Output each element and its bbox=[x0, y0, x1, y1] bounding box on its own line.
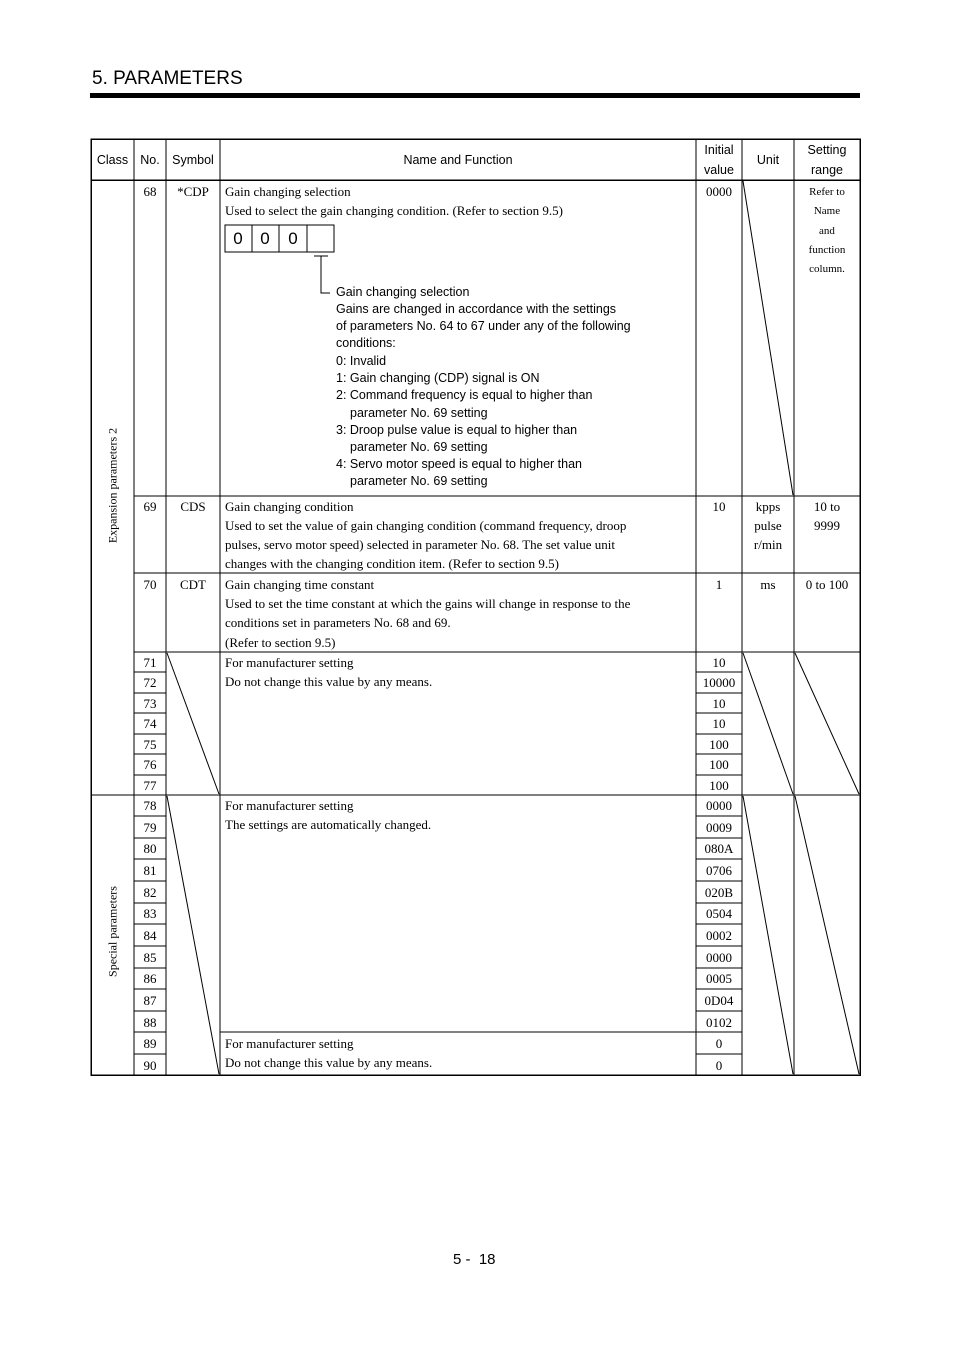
param-68-range: function bbox=[808, 244, 846, 256]
diagram-line: 1: Gain changing (CDP) signal is ON bbox=[336, 371, 540, 385]
param-initial: 10 bbox=[712, 696, 726, 711]
param-no: 78 bbox=[143, 798, 157, 813]
group71-line: For manufacturer setting bbox=[225, 655, 354, 670]
param-initial: 100 bbox=[709, 778, 729, 793]
header-no: No. bbox=[140, 153, 160, 167]
param-no: 79 bbox=[143, 820, 157, 835]
param-initial: 10000 bbox=[702, 675, 736, 690]
diagram-line: parameter No. 69 setting bbox=[350, 474, 488, 488]
param-no: 82 bbox=[143, 885, 157, 900]
param-initial: 0002 bbox=[706, 928, 732, 943]
param-69-unit: kpps bbox=[755, 499, 781, 514]
param-69-symbol: CDS bbox=[180, 499, 206, 514]
param-68-range: Name bbox=[813, 205, 841, 217]
param-no: 83 bbox=[143, 906, 157, 921]
param-70-line: conditions set in parameters No. 68 and 69. bbox=[225, 615, 451, 630]
param-70-line: (Refer to section 9.5) bbox=[225, 635, 336, 650]
digit-box-4: 0 bbox=[233, 229, 243, 248]
param-70-symbol: CDT bbox=[180, 577, 206, 592]
header-value: value bbox=[704, 163, 734, 177]
header-class: Class bbox=[96, 153, 129, 167]
param-initial: 0504 bbox=[706, 906, 732, 921]
diagram-line: 2: Command frequency is equal to higher than bbox=[336, 388, 593, 402]
param-initial: 080A bbox=[704, 841, 734, 856]
page-section-title: 5. PARAMETERS bbox=[92, 68, 243, 89]
param-69-unit: pulse bbox=[754, 518, 782, 533]
param-no: 74 bbox=[143, 716, 157, 731]
param-initial: 10 bbox=[712, 655, 726, 670]
param-69-initial: 10 bbox=[712, 499, 726, 514]
param-no: 72 bbox=[143, 675, 157, 690]
param-no: 71 bbox=[143, 655, 157, 670]
header-setting: Setting bbox=[807, 143, 847, 157]
param-69-line: Used to set the value of gain changing condition (command frequency, droop bbox=[225, 518, 627, 533]
digit-box-3: 0 bbox=[260, 229, 270, 248]
diagram-line: Gain changing selection bbox=[336, 285, 470, 299]
param-no: 88 bbox=[143, 1015, 157, 1030]
param-no: 80 bbox=[143, 841, 157, 856]
param-initial: 100 bbox=[709, 737, 729, 752]
class-label-special: Special parameters bbox=[105, 886, 120, 977]
param-68-desc: Used to select the gain changing condition. (Refer to section 9.5) bbox=[225, 203, 563, 218]
diagram-line: conditions: bbox=[336, 336, 396, 350]
param-initial: 0005 bbox=[706, 971, 732, 986]
group89-line: For manufacturer setting bbox=[225, 1036, 354, 1051]
diagram-line: Gains are changed in accordance with the settings bbox=[336, 302, 617, 316]
group78-line: For manufacturer setting bbox=[225, 798, 354, 813]
param-69-range: 9999 bbox=[814, 518, 840, 533]
param-69-unit: r/min bbox=[753, 537, 783, 552]
param-initial: 100 bbox=[709, 757, 729, 772]
param-68-range: column. bbox=[809, 263, 845, 275]
param-no: 90 bbox=[143, 1058, 157, 1073]
header-name-function: Name and Function bbox=[403, 153, 513, 167]
param-70-line: Used to set the time constant at which the gains will change in response to the bbox=[225, 596, 631, 611]
digit-box-2: 0 bbox=[288, 229, 298, 248]
header-initial: Initial bbox=[704, 143, 734, 157]
param-initial: 0009 bbox=[706, 820, 732, 835]
diagram-line: 3: Droop pulse value is equal to higher than bbox=[336, 423, 578, 437]
group78-line: The settings are automatically changed. bbox=[225, 817, 432, 832]
header-symbol: Symbol bbox=[172, 153, 214, 167]
param-68-title: Gain changing selection bbox=[225, 184, 351, 199]
class-label-expansion: Expansion parameters 2 bbox=[105, 427, 120, 544]
param-68-no: 68 bbox=[143, 184, 157, 199]
param-no: 75 bbox=[143, 737, 157, 752]
page-number: 5 - 18 bbox=[453, 1251, 496, 1268]
param-69-line: pulses, servo motor speed) selected in parameter No. 68. The set value unit bbox=[225, 537, 616, 552]
param-68-range: Refer to bbox=[809, 186, 845, 198]
diagram-line: 0: Invalid bbox=[336, 354, 387, 368]
param-initial: 0 bbox=[715, 1058, 723, 1073]
param-initial: 0706 bbox=[706, 863, 732, 878]
param-no: 81 bbox=[143, 863, 157, 878]
header-unit: Unit bbox=[756, 153, 780, 167]
param-no: 87 bbox=[143, 993, 157, 1008]
param-no: 84 bbox=[143, 928, 157, 943]
param-no: 76 bbox=[143, 757, 157, 772]
param-70-initial: 1 bbox=[715, 577, 723, 592]
diagram-line: parameter No. 69 setting bbox=[350, 406, 488, 420]
param-69-no: 69 bbox=[143, 499, 157, 514]
param-70-line: Gain changing time constant bbox=[225, 577, 375, 592]
param-70-no: 70 bbox=[143, 577, 157, 592]
param-initial: 0000 bbox=[706, 798, 732, 813]
param-initial: 020B bbox=[704, 885, 734, 900]
param-69-range: 10 to bbox=[813, 499, 841, 514]
param-initial: 0000 bbox=[706, 950, 732, 965]
diagram-line: parameter No. 69 setting bbox=[350, 440, 488, 454]
diagram-line: 4: Servo motor speed is equal to higher than bbox=[336, 457, 582, 471]
param-no: 73 bbox=[143, 696, 157, 711]
param-70-range: 0 to 100 bbox=[805, 577, 849, 592]
param-69-line: changes with the changing condition item. (Refer to section 9.5) bbox=[225, 556, 559, 571]
header-range: range bbox=[811, 163, 843, 177]
param-initial: 0 bbox=[715, 1036, 723, 1051]
param-68-range: and bbox=[819, 225, 835, 237]
param-70-unit: ms bbox=[760, 577, 776, 592]
param-initial: 0102 bbox=[706, 1015, 732, 1030]
param-no: 86 bbox=[143, 971, 157, 986]
param-no: 89 bbox=[143, 1036, 157, 1051]
param-initial: 0D04 bbox=[704, 993, 734, 1008]
param-68-initial: 0000 bbox=[706, 184, 732, 199]
param-68-symbol: *CDP bbox=[177, 184, 209, 199]
param-69-line: Gain changing condition bbox=[225, 499, 354, 514]
param-initial: 10 bbox=[712, 716, 726, 731]
param-no: 85 bbox=[143, 950, 157, 965]
diagram-line: of parameters No. 64 to 67 under any of the following bbox=[336, 319, 631, 333]
param-no: 77 bbox=[143, 778, 157, 793]
group89-line: Do not change this value by any means. bbox=[225, 1055, 433, 1070]
group71-line: Do not change this value by any means. bbox=[225, 674, 433, 689]
